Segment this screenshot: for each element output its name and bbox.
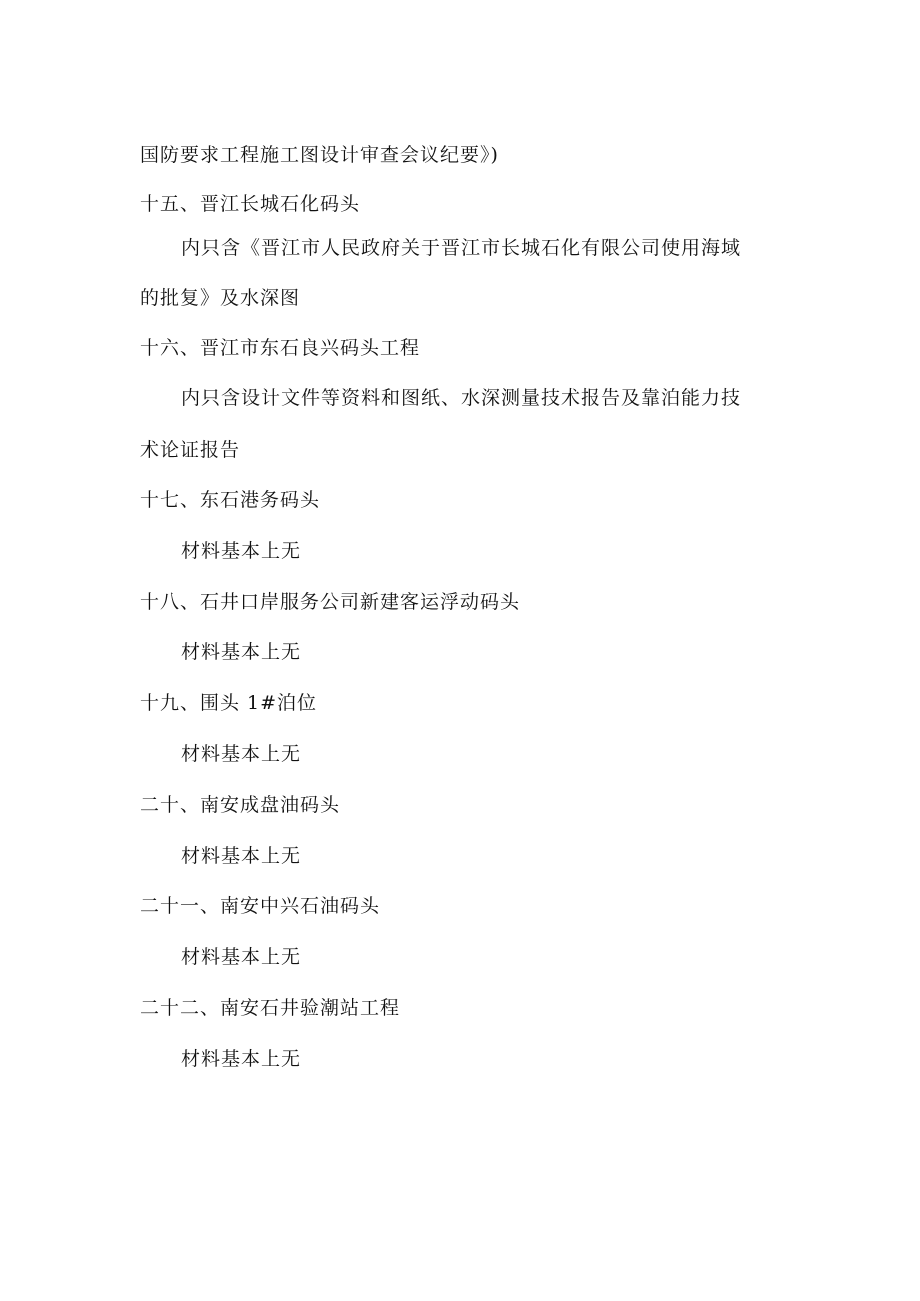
section-heading: 十九、围头 1#泊位 [140, 692, 318, 714]
section-heading: 二十、南安成盘油码头 [140, 794, 341, 816]
text-line: 内只含《晋江市人民政府关于晋江市长城石化有限公司使用海域 [181, 237, 742, 259]
text-line: 材料基本上无 [181, 641, 302, 663]
section-heading: 二十一、南安中兴石油码头 [140, 895, 381, 917]
text-line: 材料基本上无 [181, 845, 302, 867]
text-line: 内只含设计文件等资料和图纸、水深测量技术报告及靠泊能力技 [181, 387, 742, 409]
text-line: 的批复》及水深图 [140, 287, 301, 309]
section-heading: 二十二、南安石井验潮站工程 [140, 997, 401, 1019]
text-line: 材料基本上无 [181, 540, 302, 562]
section-heading: 十五、晋江长城石化码头 [140, 193, 361, 215]
text-line: 材料基本上无 [181, 743, 302, 765]
section-heading: 十七、东石港务码头 [140, 489, 321, 511]
section-heading: 十六、晋江市东石良兴码头工程 [140, 337, 421, 359]
text-line: 术论证报告 [140, 439, 241, 461]
text-line: 材料基本上无 [181, 1048, 302, 1070]
text-line: 国防要求工程施工图设计审查会议纪要》) [140, 144, 499, 166]
section-heading: 十八、石井口岸服务公司新建客运浮动码头 [140, 591, 521, 613]
text-line: 材料基本上无 [181, 946, 302, 968]
